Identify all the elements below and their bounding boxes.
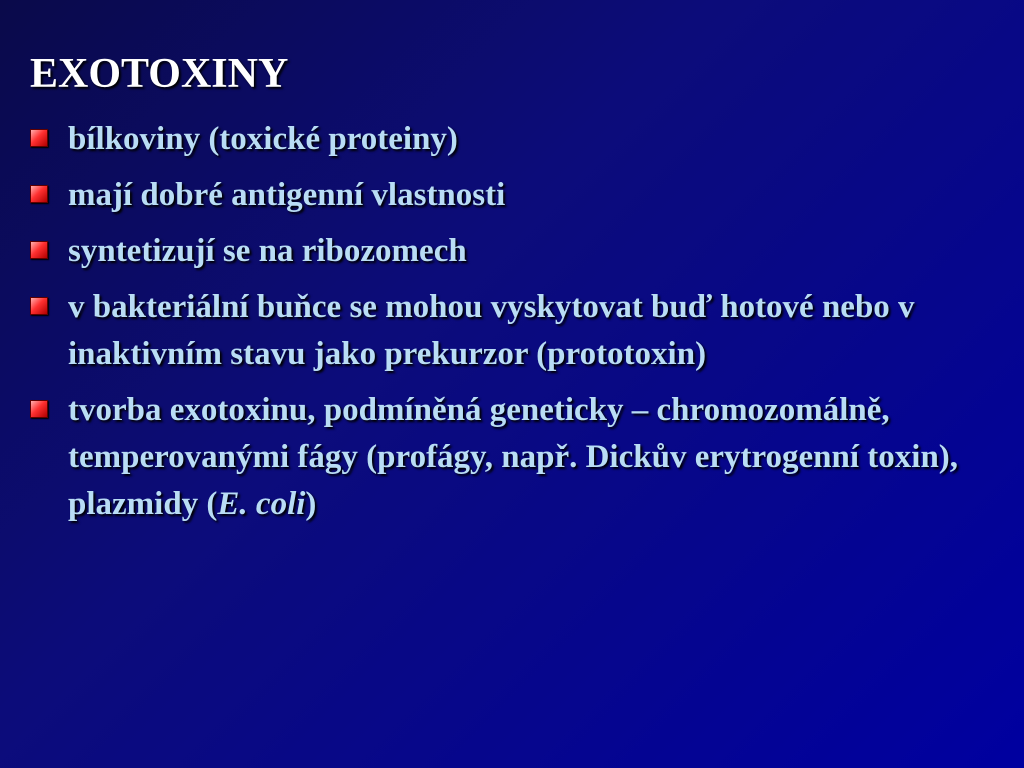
square-bullet-icon [30,241,48,259]
bullet-text-part: tvorba exotoxinu, podmíněná geneticky – chromozomálně, temperovanými fágy (profágy, např. Dickův erytrogenní toxin), plazmidy ( [68,392,959,522]
bullet-text-part: ) [305,486,317,522]
bullet-text: v bakteriální buňce se mohou vyskytovat buď hotové nebo v inaktivním stavu jako prekurzor (prototoxin) [68,289,915,372]
square-bullet-icon [30,400,48,418]
square-bullet-icon [30,297,48,315]
bullet-item [30,284,1000,378]
bullet-item [30,172,1000,219]
species-name: E. coli [217,486,306,522]
square-bullet-icon [30,185,48,203]
bullet-text [68,387,1000,528]
bullet-item [30,228,1000,275]
square-bullet-icon [30,129,48,147]
bullet-item [30,387,1000,528]
bullet-list [30,116,1000,537]
bullet-item [30,116,1000,163]
bullet-text: mají dobré antigenní vlastnosti [68,177,506,213]
slide-title: EXOTOXINY [30,51,289,97]
bullet-text: syntetizují se na ribozomech [68,233,467,269]
bullet-text: bílkoviny (toxické proteiny) [68,121,458,157]
